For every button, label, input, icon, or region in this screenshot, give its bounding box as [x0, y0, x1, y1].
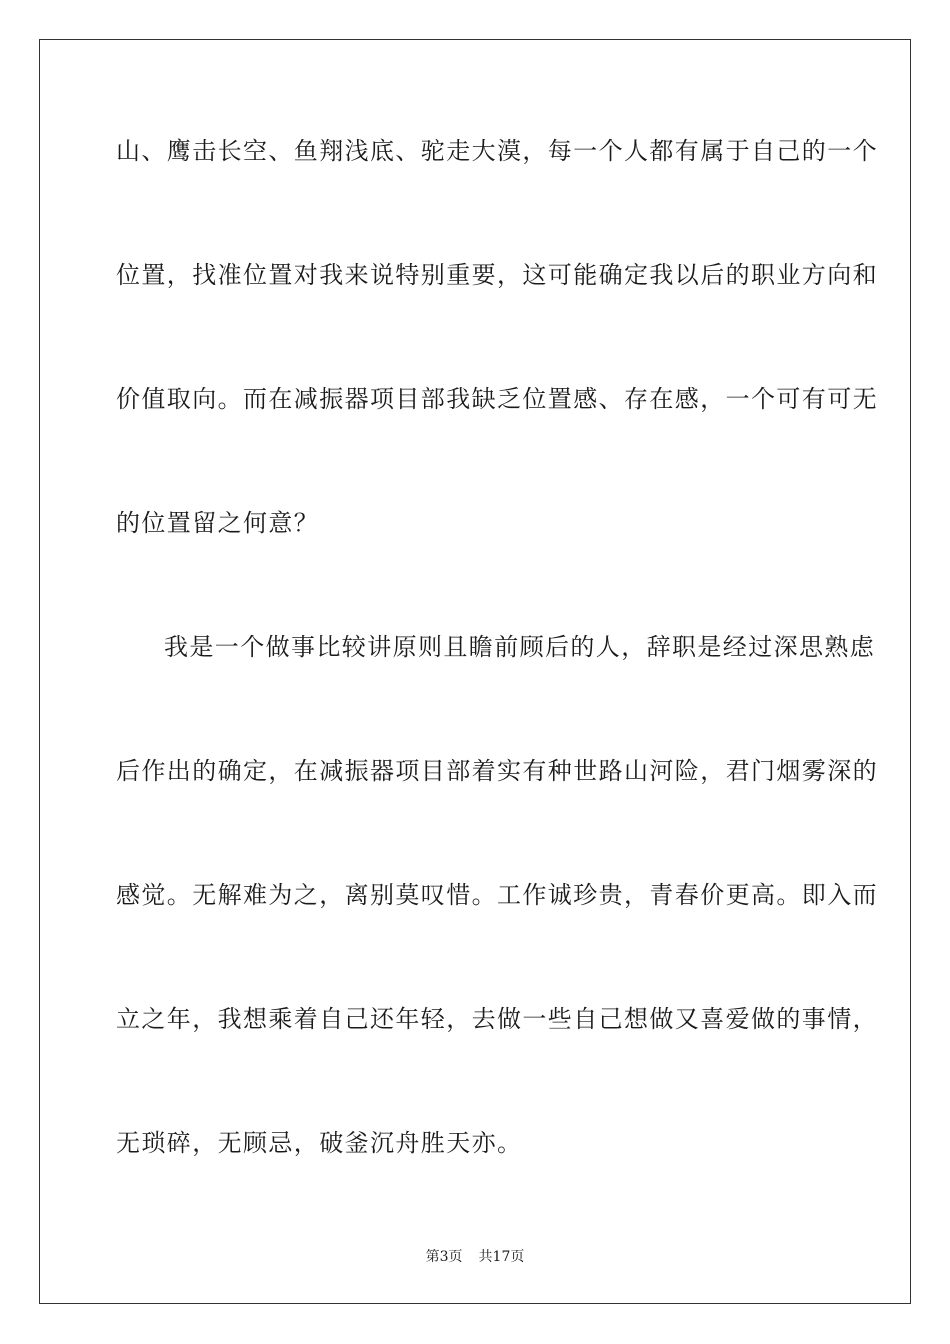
text-line: 山、鹰击长空、鱼翔浅底、驼走大漠，每一个人都有属于自己的一个: [116, 137, 878, 165]
text-line: 无琐碎，无顾忌，破釜沉舟胜天亦。: [116, 1129, 523, 1157]
text-line: 立之年，我想乘着自己还年轻，去做一些自己想做又喜爱做的事情，: [116, 1005, 878, 1033]
page-number: 第3页: [425, 1249, 463, 1265]
page-total: 共17页: [478, 1249, 525, 1265]
document-body: [116, 120, 878, 1236]
text-line: 的位置留之何意？: [116, 509, 320, 537]
text-line: 价值取向。而在减振器项目部我缺乏位置感、存在感，一个可有可无: [116, 385, 878, 413]
paragraph-start-line: 我是一个做事比较讲原则且瞻前顾后的人，辞职是经过深思熟虑: [164, 633, 876, 661]
text-line: 位置，找准位置对我来说特别重要，这可能确定我以后的职业方向和: [116, 261, 878, 289]
text-line: 感觉。无解难为之，离别莫叹惜。工作诚珍贵，青春价更高。即入而: [116, 881, 878, 909]
page-footer: [0, 1246, 950, 1266]
text-line: 后作出的确定，在减振器项目部着实有种世路山河险，君门烟雾深的: [116, 757, 878, 785]
